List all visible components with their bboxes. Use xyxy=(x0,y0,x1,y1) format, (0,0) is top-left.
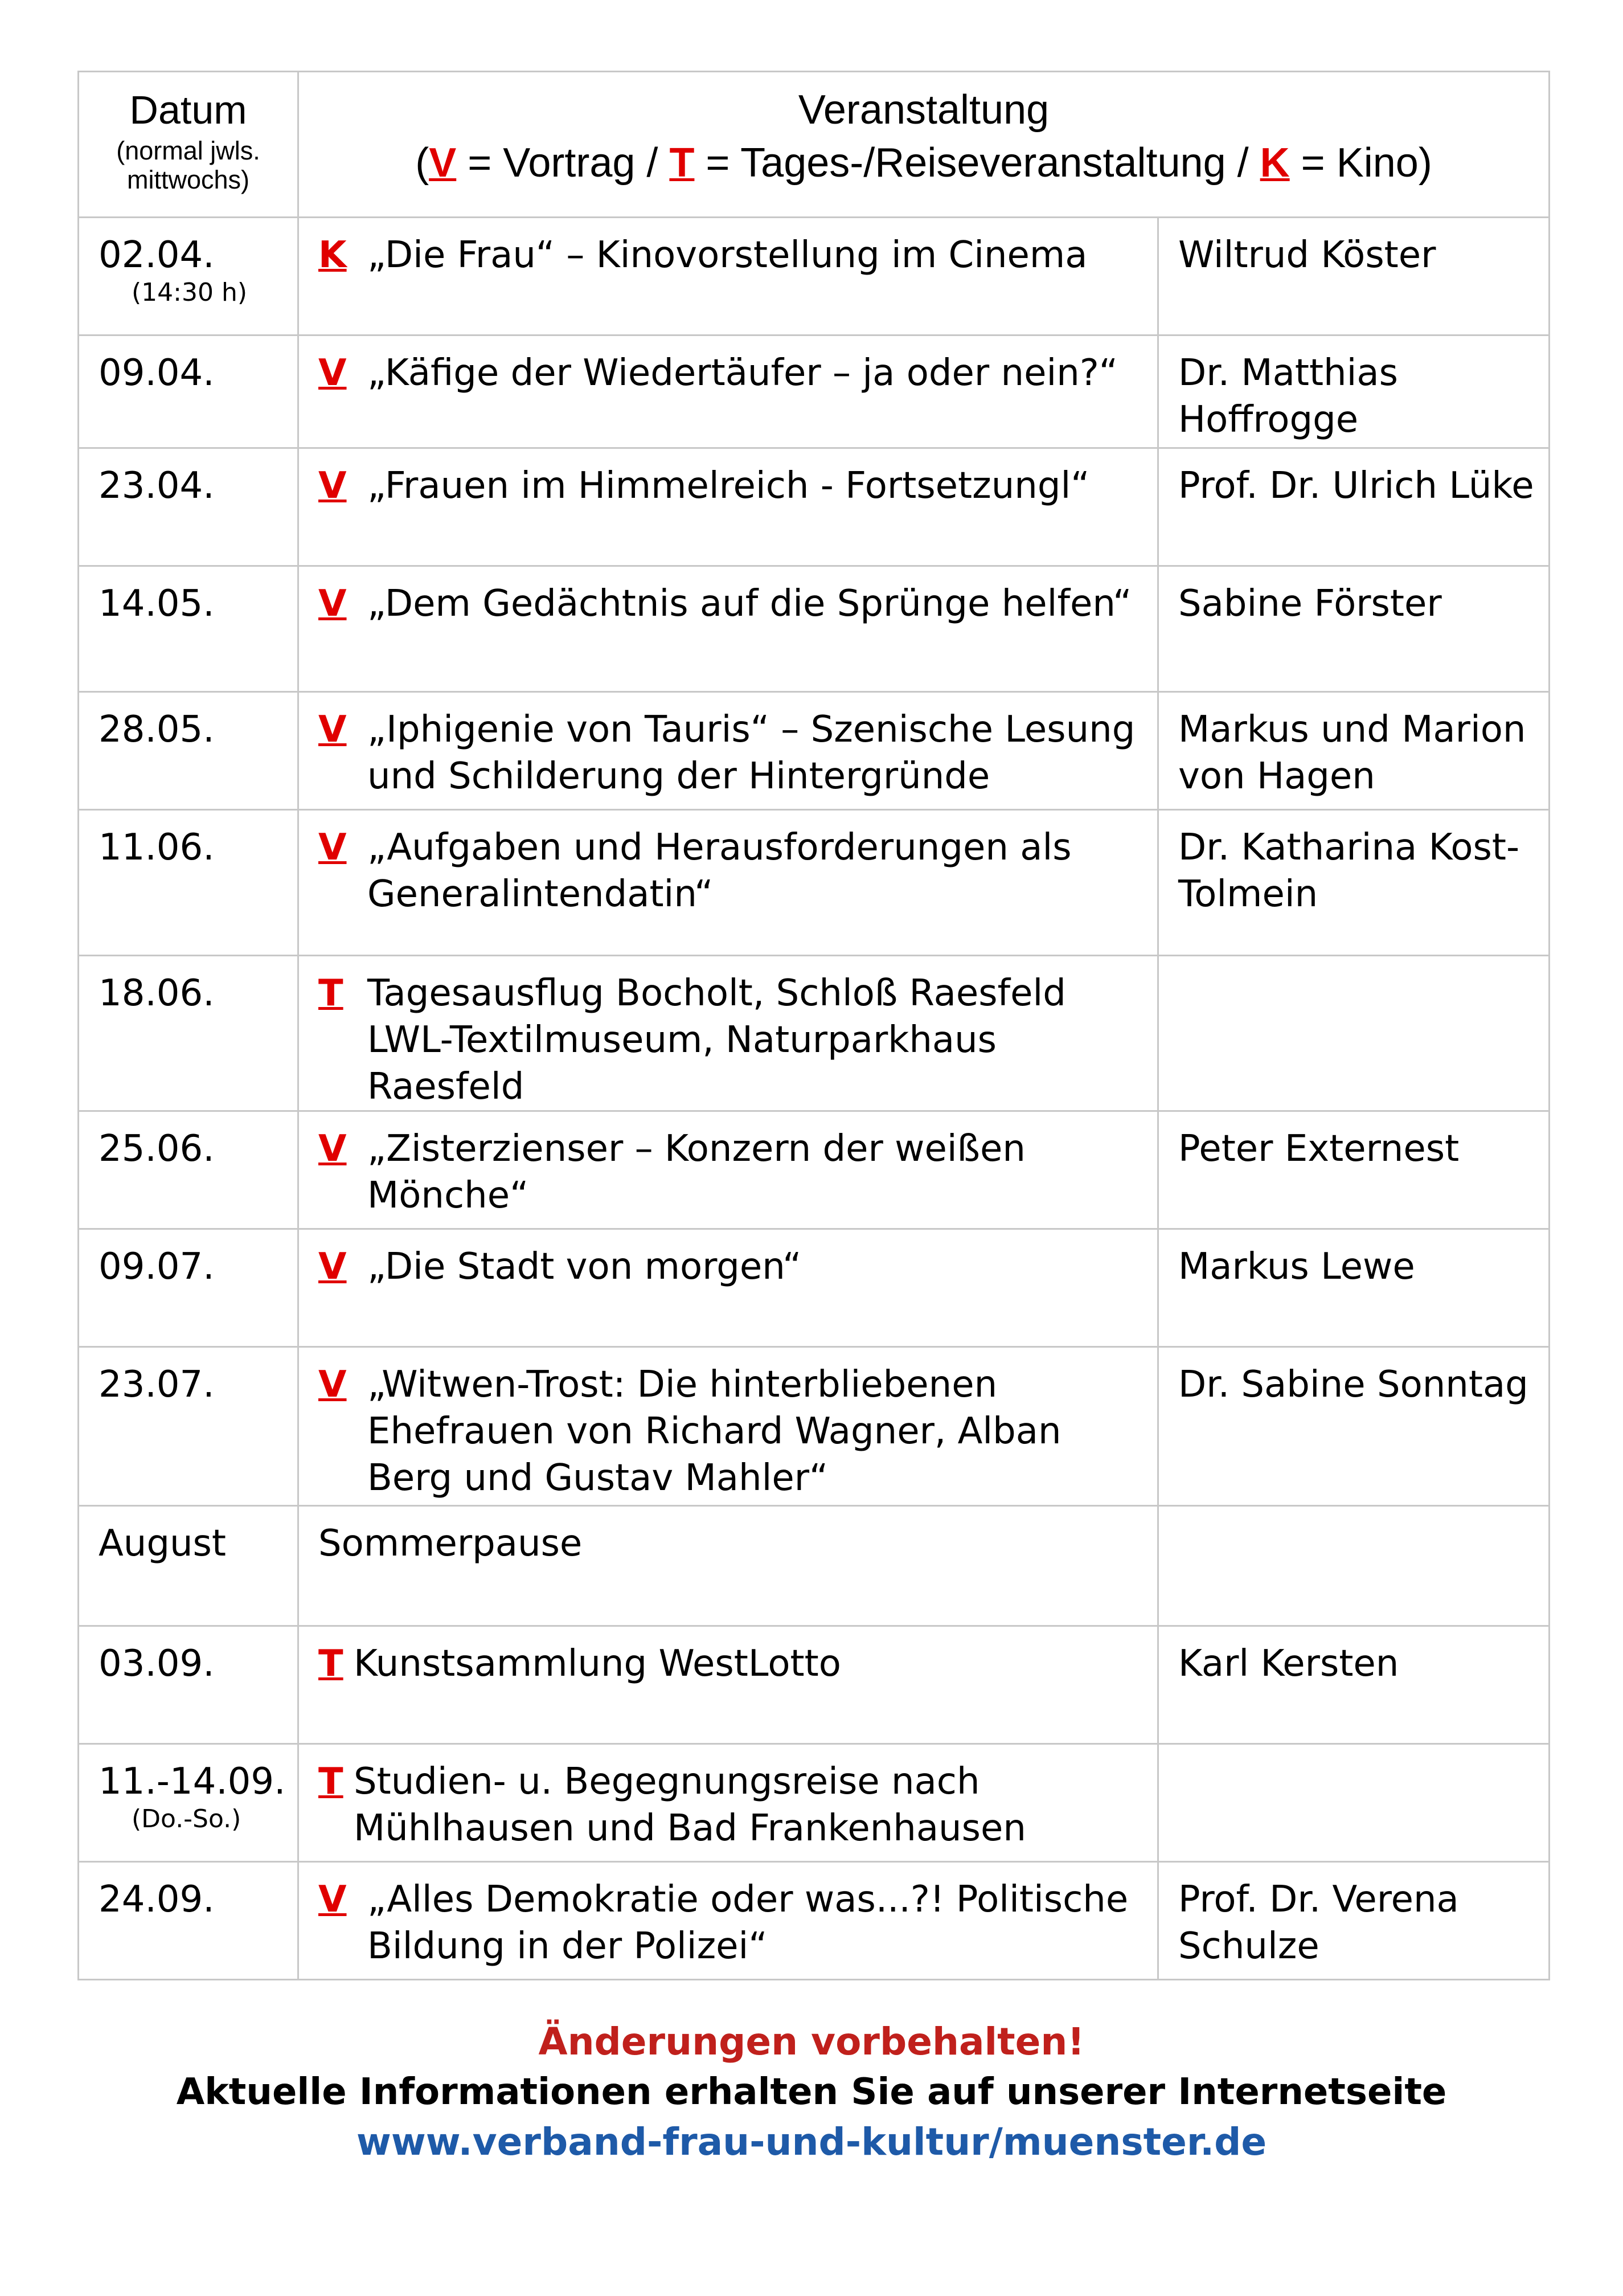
table-row xyxy=(79,1626,1550,1744)
event-type-mark: V xyxy=(318,1128,347,1170)
table-row xyxy=(79,566,1550,692)
speaker-cell: Prof. Dr. Ulrich Lüke xyxy=(1158,448,1550,566)
legend-t-text: = Tages-/Reiseveranstaltung / xyxy=(694,140,1260,186)
speaker-cell: Wiltrud Köster xyxy=(1158,218,1550,335)
header-row xyxy=(79,72,1550,218)
event-type-mark: V xyxy=(318,709,347,751)
event-title: Tagesausflug Bocholt, Schloß Raesfeld LWL-Textilmuseum, Naturparkhaus Raesfeld xyxy=(367,972,1066,1108)
event-title: „Iphigenie von Tauris“ – Szenische Lesung und Schilderung der Hintergründe xyxy=(367,709,1136,797)
date-cell: 09.04. xyxy=(79,335,298,448)
website-link[interactable]: www.verband-frau-und-kultur/muenster.de xyxy=(356,2120,1267,2164)
speaker-cell: Dr. Sabine Sonntag xyxy=(1158,1347,1550,1506)
event-date: 02.04. xyxy=(99,234,215,276)
event-days: (Do.-So.) xyxy=(132,1804,241,1833)
date-cell: 23.04. xyxy=(79,448,298,566)
event-title: „Die Frau“ – Kinovorstellung im Cinema xyxy=(367,234,1088,276)
legend-k-mark: K xyxy=(1260,140,1290,186)
event-title: „Frauen im Himmelreich - Fortsetzungl“ xyxy=(367,465,1090,507)
date-cell: 24.09. xyxy=(79,1862,298,1980)
legend-t-mark: T xyxy=(669,140,695,186)
event-date: 11.-14.09. xyxy=(99,1761,286,1803)
date-column-note: (normal jwls. xyxy=(116,136,260,165)
info-text: Aktuelle Informationen erhalten Sie auf unserer Internetseite xyxy=(176,2071,1447,2113)
event-type-mark: V xyxy=(318,583,347,625)
table-row xyxy=(79,692,1550,810)
event-title: „Zisterzienser – Konzern der weißen Mönche“ xyxy=(367,1128,1026,1217)
schedule-table xyxy=(77,71,1550,1980)
date-cell: 03.09. xyxy=(79,1626,298,1744)
speaker-cell xyxy=(1158,1744,1550,1862)
legend-v-mark: V xyxy=(429,140,457,186)
event-type-mark: V xyxy=(318,826,347,869)
date-cell: 28.05. xyxy=(79,692,298,810)
table-row xyxy=(79,956,1550,1111)
event-cell xyxy=(298,1744,1158,1862)
event-cell xyxy=(298,956,1158,1111)
event-type-mark: K xyxy=(318,234,347,276)
speaker-cell: Prof. Dr. Verena Schulze xyxy=(1158,1862,1550,1980)
table-row xyxy=(79,448,1550,566)
event-cell xyxy=(298,566,1158,692)
event-title: Studien- u. Begegnungsreise nach Mühlhausen und Bad Frankenhausen xyxy=(354,1761,1026,1849)
event-title: „Käfige der Wiedertäufer – ja oder nein?“ xyxy=(367,352,1118,394)
table-row xyxy=(79,810,1550,956)
event-type-mark: V xyxy=(318,1878,347,1921)
legend-k-text: = Kino) xyxy=(1289,140,1432,186)
event-type-mark: V xyxy=(318,1246,347,1288)
event-type-mark: T xyxy=(318,1643,343,1685)
event-cell xyxy=(298,1111,1158,1229)
event-cell xyxy=(298,448,1158,566)
event-cell xyxy=(298,218,1158,335)
event-cell xyxy=(298,1626,1158,1744)
event-title: „Alles Demokratie oder was...?! Politische Bildung in der Polizei“ xyxy=(367,1878,1129,1967)
date-cell: 09.07. xyxy=(79,1229,298,1347)
speaker-cell: Markus und Marion von Hagen xyxy=(1158,692,1550,810)
speaker-cell: Sabine Förster xyxy=(1158,566,1550,692)
event-title: „Witwen-Trost: Die hinterbliebenen Ehefrauen von Richard Wagner, Alban Berg und Gustav Mahler“ xyxy=(367,1364,1061,1499)
type-legend xyxy=(299,136,1548,190)
table-row xyxy=(79,1506,1550,1626)
event-type-mark: T xyxy=(318,1761,343,1803)
date-cell: 25.06. xyxy=(79,1111,298,1229)
legend-v-text: = Vortrag / xyxy=(456,140,670,186)
event-title: Kunstsammlung WestLotto xyxy=(354,1643,841,1685)
event-cell xyxy=(298,335,1158,448)
event-title: „Dem Gedächtnis auf die Sprünge helfen“ xyxy=(367,583,1132,625)
event-time: (14:30 h) xyxy=(132,278,248,307)
speaker-cell: Markus Lewe xyxy=(1158,1229,1550,1347)
date-column-title: Datum xyxy=(129,88,247,132)
event-cell xyxy=(298,692,1158,810)
date-cell: August xyxy=(79,1506,298,1626)
date-column-note-2: mittwochs) xyxy=(126,165,250,194)
table-row xyxy=(79,1862,1550,1980)
legend-paren: ( xyxy=(415,140,429,186)
event-type-mark: V xyxy=(318,352,347,394)
event-column-title: Veranstaltung xyxy=(798,87,1050,133)
speaker-cell xyxy=(1158,1506,1550,1626)
speaker-cell: Peter Externest xyxy=(1158,1111,1550,1229)
table-row xyxy=(79,1111,1550,1229)
event-cell xyxy=(298,1506,1158,1626)
event-title: „Aufgaben und Herausforderungen als Generalintendatin“ xyxy=(367,826,1072,915)
date-cell xyxy=(79,218,298,335)
speaker-cell: Dr. Katharina Kost-Tolmein xyxy=(1158,810,1550,956)
speaker-cell: Karl Kersten xyxy=(1158,1626,1550,1744)
event-header-cell xyxy=(298,72,1550,218)
event-type-mark: T xyxy=(318,972,343,1014)
date-cell xyxy=(79,1744,298,1862)
table-row xyxy=(79,1744,1550,1862)
speaker-cell xyxy=(1158,956,1550,1111)
event-title: „Die Stadt von morgen“ xyxy=(367,1246,802,1288)
date-cell: 23.07. xyxy=(79,1347,298,1506)
table-row xyxy=(79,1347,1550,1506)
event-cell xyxy=(298,1862,1158,1980)
date-cell: 14.05. xyxy=(79,566,298,692)
changes-notice: Änderungen vorbehalten! xyxy=(538,2020,1085,2064)
table-row xyxy=(79,218,1550,335)
event-type-mark: V xyxy=(318,1364,347,1406)
date-header-cell xyxy=(79,72,298,218)
event-cell xyxy=(298,810,1158,956)
date-cell: 18.06. xyxy=(79,956,298,1111)
event-cell xyxy=(298,1229,1158,1347)
table-row xyxy=(79,1229,1550,1347)
date-cell: 11.06. xyxy=(79,810,298,956)
event-type-mark: V xyxy=(318,465,347,507)
table-row xyxy=(79,335,1550,448)
summer-break-label: Sommerpause xyxy=(318,1523,583,1565)
event-cell xyxy=(298,1347,1158,1506)
speaker-cell: Dr. Matthias Hoffrogge xyxy=(1158,335,1550,448)
